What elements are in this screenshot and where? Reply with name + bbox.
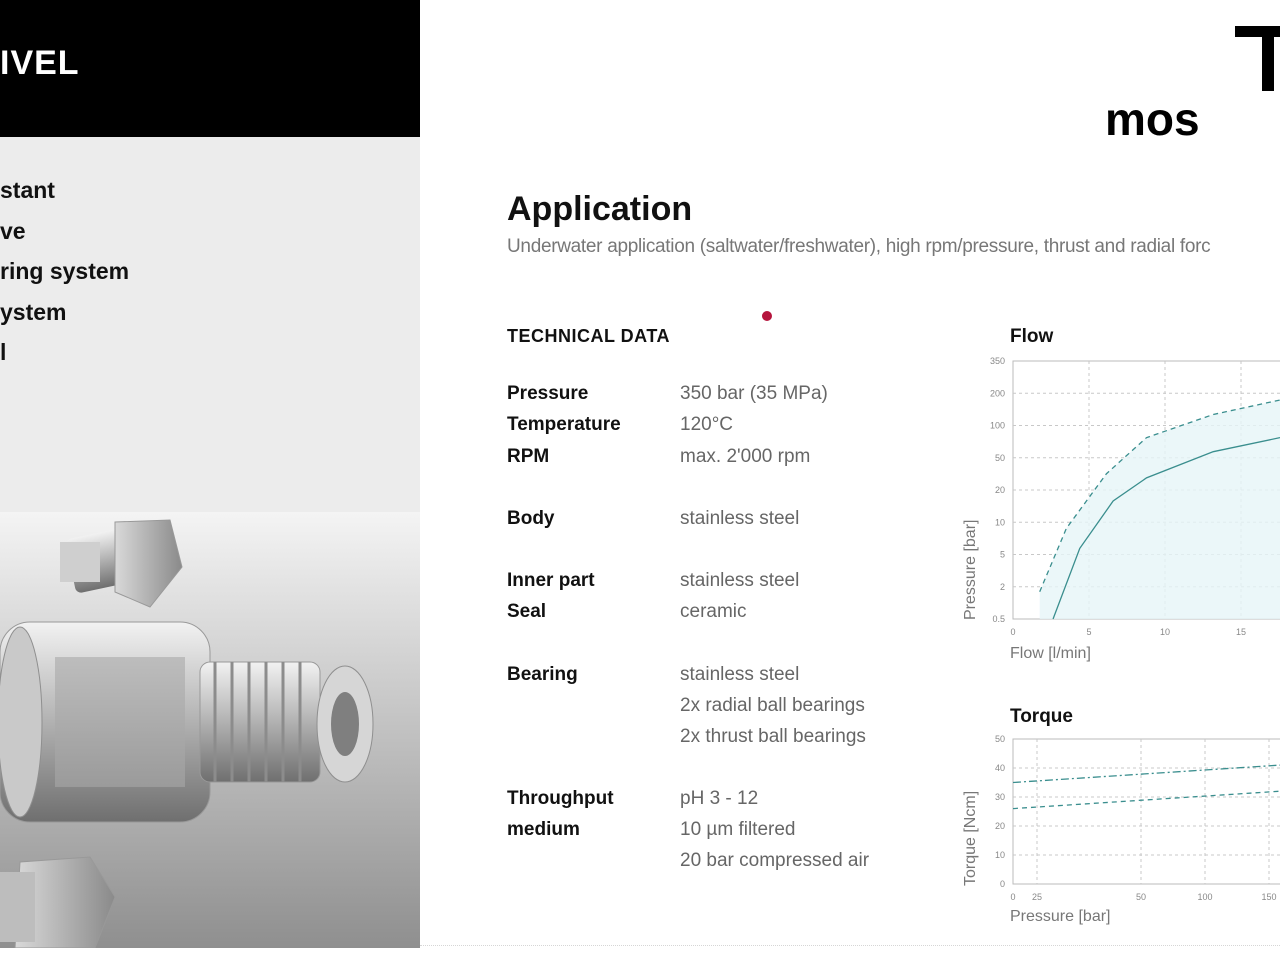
product-title: IVEL — [0, 44, 80, 82]
page-divider — [420, 945, 1280, 946]
spec-label-throughput: Throughput — [507, 788, 614, 809]
y-tick-label: 20 — [994, 485, 1005, 495]
spec-label-temperature: Temperature — [507, 414, 621, 435]
spec-label-bearing: Bearing — [507, 664, 578, 685]
feature-item: ystem — [0, 298, 67, 325]
spec-label-body: Body — [507, 508, 555, 529]
y-tick-label: 10 — [994, 850, 1005, 860]
feature-item: ve — [0, 217, 26, 244]
x-tick-label: 100 — [1197, 892, 1213, 902]
y-tick-label: 10 — [994, 517, 1005, 528]
title-bar — [0, 0, 420, 137]
torque-chart-title: Torque — [1010, 706, 1073, 727]
x-tick-label: 150 — [1261, 892, 1277, 902]
spec-value-pressure: 350 bar (35 MPa) — [680, 383, 828, 404]
spec-value-body: stainless steel — [680, 508, 800, 529]
spec-label-medium: medium — [507, 819, 580, 840]
logo-text: mos — [1105, 93, 1200, 140]
x-tick-label: 5 — [1086, 627, 1092, 636]
application-title: Application — [507, 190, 693, 228]
feature-item: ring system — [0, 258, 130, 284]
product-panel — [0, 0, 420, 948]
x-tick-label: 10 — [1159, 627, 1171, 636]
y-tick-label: 200 — [989, 388, 1005, 399]
spec-value-rpm: max. 2'000 rpm — [680, 446, 811, 467]
spec-value-air: 20 bar compressed air — [680, 850, 870, 871]
x-tick-label: 15 — [1235, 627, 1247, 636]
brand-logo — [1100, 20, 1280, 140]
technical-data-heading: TECHNICAL DATA — [507, 326, 670, 346]
series-line — [1013, 791, 1280, 808]
feature-item: stant — [0, 177, 55, 203]
torque-chart — [960, 728, 1280, 908]
y-tick-label: 50 — [994, 734, 1005, 744]
flow-chart-title: Flow — [1010, 326, 1054, 347]
y-tick-label: 5 — [999, 549, 1005, 560]
y-tick-label: 30 — [994, 792, 1005, 802]
y-tick-label: 40 — [994, 763, 1005, 773]
x-tick-label: 0 — [1010, 892, 1016, 902]
y-tick-label: 100 — [989, 420, 1005, 431]
spec-value-bearing-thrust: 2x thrust ball bearings — [680, 726, 866, 747]
spec-label-pressure: Pressure — [507, 383, 589, 404]
product-photo — [0, 512, 420, 948]
spec-value-ph: pH 3 - 12 — [680, 788, 759, 809]
torque-chart-xlabel: Pressure [bar] — [1010, 908, 1111, 925]
spec-value-bearing-radial: 2x radial ball bearings — [680, 695, 865, 716]
x-tick-label: 0 — [1010, 627, 1016, 636]
spec-value-bearing-material: stainless steel — [680, 664, 800, 685]
x-tick-label: 25 — [1031, 892, 1043, 902]
application-description: Underwater application (saltwater/freshwater), high rpm/pressure, thrust and radial forc — [507, 236, 1211, 257]
accent-dot — [762, 311, 772, 321]
flow-chart-xlabel: Flow [l/min] — [1010, 645, 1091, 662]
y-tick-label: 2 — [999, 581, 1005, 592]
y-tick-label: 50 — [994, 452, 1005, 463]
plot-frame — [1013, 739, 1280, 884]
series-fill — [1040, 400, 1280, 619]
spec-label-seal: Seal — [507, 601, 547, 622]
spec-value-filter: 10 µm filtered — [680, 819, 796, 840]
torque-chart-ylabel: Torque [Ncm] — [962, 790, 979, 886]
y-tick-label: 350 — [989, 356, 1005, 366]
flow-chart — [960, 346, 1280, 636]
y-tick-label: 0 — [999, 879, 1005, 889]
spec-value-temperature: 120°C — [680, 414, 734, 435]
feature-list — [0, 170, 129, 373]
spec-label-rpm: RPM — [507, 446, 550, 467]
y-tick-label: 0.5 — [992, 614, 1005, 624]
feature-item: l — [0, 339, 7, 365]
spec-value-inner-part: stainless steel — [680, 570, 800, 591]
flow-chart-ylabel: Pressure [bar] — [962, 519, 979, 620]
y-tick-label: 20 — [994, 821, 1005, 831]
spec-label-inner-part: Inner part — [507, 570, 595, 591]
spec-value-seal: ceramic — [680, 601, 747, 622]
x-tick-label: 50 — [1135, 892, 1147, 902]
